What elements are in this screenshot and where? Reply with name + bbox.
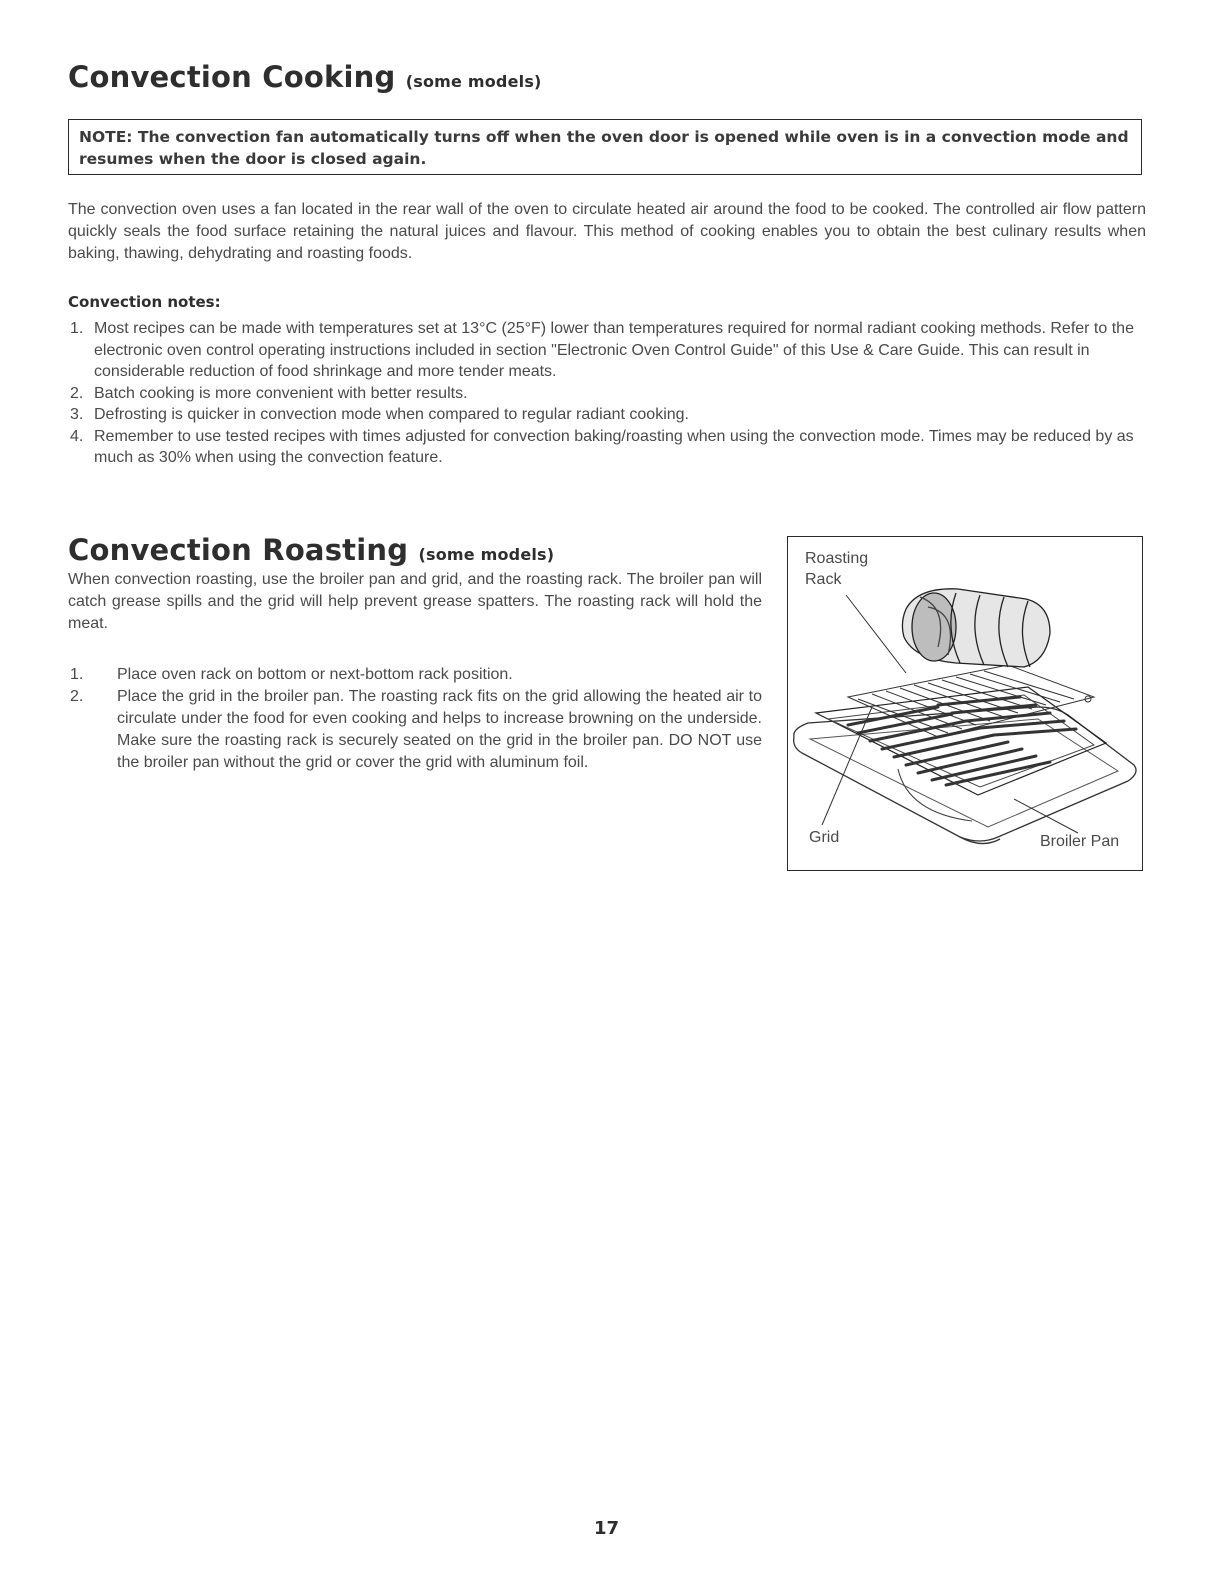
list-number: 2. xyxy=(70,688,84,705)
list-item xyxy=(68,426,1146,469)
list-item xyxy=(68,404,1146,426)
list-number: 1. xyxy=(70,666,84,683)
title-suffix: (some models) xyxy=(418,545,555,564)
list-number: 4. xyxy=(70,427,84,445)
note-box xyxy=(68,119,1142,175)
label-rack-line1: Roasting xyxy=(805,550,869,567)
list-item xyxy=(68,318,1146,383)
label-rack-line2: Rack xyxy=(805,571,842,588)
broiler-pan-illustration xyxy=(788,537,1142,870)
list-number: 2. xyxy=(70,384,84,402)
roasting-figure xyxy=(787,536,1143,871)
title-text: Convection Cooking xyxy=(68,60,396,94)
list-number: 1. xyxy=(70,320,84,337)
list-item xyxy=(68,383,1146,405)
list-item xyxy=(68,686,762,774)
title-suffix: (some models) xyxy=(405,72,542,91)
note-text: NOTE: The convection fan automatically turns off when the oven door is opened while oven is in a convection mode and resumes when the door is closed again. xyxy=(79,128,1129,168)
page-number: 17 xyxy=(593,1518,620,1539)
convection-intro-paragraph: The convection oven uses a fan located in the rear wall of the oven to circulate heated air around the food to be cooked. The controlled air flow pattern quickly seals the food surface retaining the natural juices and flavour. This method of cooking enables you to obtain the best culinary results when baking, thawing, dehydrating and roasting foods. xyxy=(68,201,1146,262)
list-text: Remember to use tested recipes with times adjusted for convection baking/roasting when using the convection mode. Times may be reduced by as much as 30% when using the convection feature. xyxy=(94,427,1134,466)
list-text: Place oven rack on bottom or next-bottom rack position. xyxy=(117,666,513,683)
convection-notes-list xyxy=(68,318,1146,469)
label-grid: Grid xyxy=(809,829,840,846)
convection-notes-heading: Convection notes: xyxy=(68,293,221,311)
list-text: Batch cooking is more convenient with better results. xyxy=(94,384,468,402)
list-text: Most recipes can be made with temperatures set at 13°C (25°F) lower than temperatures required for normal radiant cooking methods. Refer to the electronic oven control operating instructions included in section "Electronic Oven Control Guide" of this Use & Care Guide. This can result in considerable reduction of food shrinkage and more tender meats. xyxy=(94,320,1134,380)
list-text: Defrosting is quicker in convection mode when compared to regular radiant cooking. xyxy=(94,406,689,423)
list-item xyxy=(68,664,762,686)
list-text: Place the grid in the broiler pan. The roasting rack fits on the grid allowing the heated air to circulate under the food for even cooking and helps to increase browning on the underside. Make sure the roasting rack is securely seated on the grid in the broiler pan. DO NOT use the broiler pan without the grid or cover the grid with aluminum foil. xyxy=(117,688,762,771)
roasting-intro-paragraph: When convection roasting, use the broiler pan and grid, and the roasting rack. The broiler pan will catch grease spills and the grid will help prevent grease spatters. The roasting rack will hold the meat. xyxy=(68,571,762,632)
roasting-steps-list xyxy=(68,664,762,774)
section-title-convection-roasting xyxy=(68,533,554,567)
title-text: Convection Roasting xyxy=(68,533,409,567)
label-broiler-pan: Broiler Pan xyxy=(1040,833,1120,850)
roast-meat-shape xyxy=(902,589,1050,667)
list-number: 3. xyxy=(70,406,84,423)
section-title-convection-cooking xyxy=(68,60,542,94)
